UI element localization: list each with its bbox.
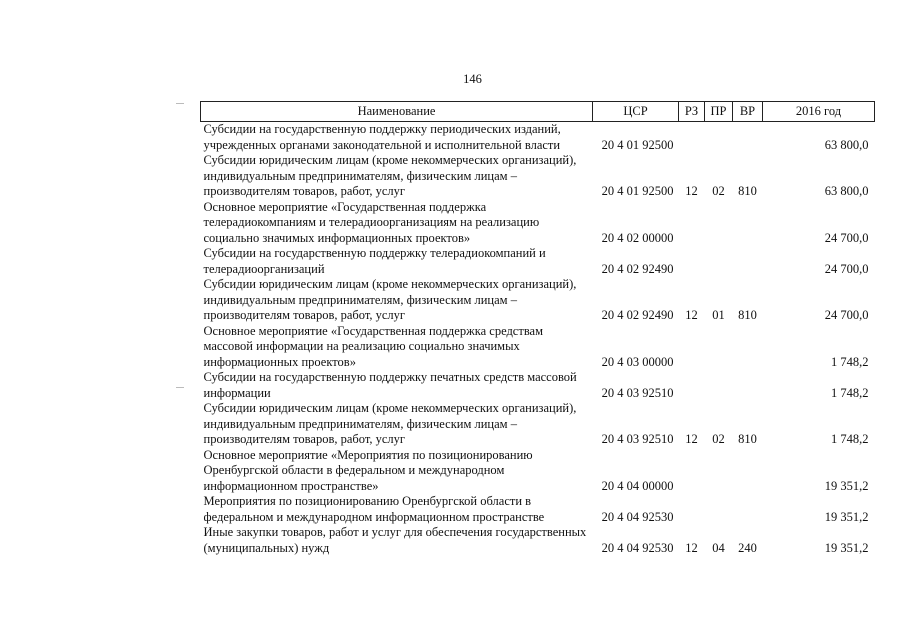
row-vr: 810 bbox=[738, 184, 757, 198]
row-name: Субсидии на государственную поддержку печатных средств массовой информации bbox=[203, 370, 577, 400]
row-amount: 19 351,2 bbox=[824, 509, 869, 524]
row-rz bbox=[679, 448, 705, 495]
row-pr bbox=[705, 122, 733, 154]
row-csr: 20 4 03 00000 bbox=[601, 354, 674, 369]
table-row bbox=[201, 494, 875, 525]
row-pr bbox=[705, 448, 733, 495]
row-pr: 02 bbox=[712, 184, 725, 198]
row-vr bbox=[733, 200, 763, 247]
row-name: Основное мероприятие «Государственная поддержка телерадиокомпаниям и телерадиоорганизациям на реализацию социально значимых информационных проектов» bbox=[203, 199, 540, 245]
row-rz: 12 bbox=[685, 540, 698, 555]
row-amount: 63 800,0 bbox=[824, 137, 869, 152]
row-amount: 24 700,0 bbox=[824, 308, 869, 322]
table-header-row bbox=[201, 102, 875, 122]
row-amount: 1 748,2 bbox=[831, 385, 869, 400]
row-amount: 24 700,0 bbox=[824, 230, 869, 245]
row-name: Субсидии юридическим лицам (кроме некоммерческих организаций), индивидуальным предпринимателям, физическим лицам – производителям товаров, работ, услуг bbox=[203, 153, 577, 198]
row-vr: 810 bbox=[738, 308, 757, 322]
table-row bbox=[201, 246, 875, 277]
row-rz bbox=[679, 122, 705, 154]
row-amount: 19 351,2 bbox=[824, 478, 869, 493]
row-name: Субсидии юридическим лицам (кроме некоммерческих организаций), индивидуальным предпринимателям, физическим лицам – производителям товаров, работ, услуг bbox=[203, 277, 577, 322]
margin-mark bbox=[176, 387, 184, 388]
row-csr: 20 4 01 92500 bbox=[601, 184, 674, 198]
row-rz bbox=[679, 370, 705, 401]
row-vr bbox=[733, 494, 763, 525]
row-rz bbox=[679, 324, 705, 371]
row-rz bbox=[679, 494, 705, 525]
row-pr bbox=[705, 370, 733, 401]
row-pr bbox=[705, 200, 733, 247]
row-vr bbox=[733, 370, 763, 401]
row-rz bbox=[679, 200, 705, 247]
table-row bbox=[201, 277, 875, 324]
row-csr: 20 4 01 92500 bbox=[601, 137, 674, 152]
table-row bbox=[201, 401, 875, 448]
row-amount: 24 700,0 bbox=[824, 261, 869, 276]
page-number: 146 bbox=[463, 72, 482, 86]
row-csr: 20 4 04 00000 bbox=[601, 478, 674, 493]
row-amount: 63 800,0 bbox=[824, 184, 869, 198]
row-csr: 20 4 02 00000 bbox=[601, 230, 674, 245]
row-vr: 810 bbox=[738, 432, 757, 446]
table-row bbox=[201, 525, 875, 556]
row-name: Основное мероприятие «Государственная поддержка средствам массовой информации на реализацию социально значимых информационных проектов» bbox=[203, 323, 544, 369]
header-rz: РЗ bbox=[679, 102, 705, 122]
header-csr: ЦСР bbox=[593, 102, 679, 122]
row-name: Субсидии юридическим лицам (кроме некоммерческих организаций), индивидуальным предпринимателям, физическим лицам – производителям товаров, работ, услуг bbox=[203, 401, 577, 446]
row-amount: 19 351,2 bbox=[824, 540, 869, 555]
header-year: 2016 год bbox=[763, 102, 875, 122]
row-vr bbox=[733, 122, 763, 154]
row-rz bbox=[679, 246, 705, 277]
row-vr bbox=[733, 448, 763, 495]
row-rz: 12 bbox=[685, 432, 698, 446]
row-rz: 12 bbox=[685, 308, 698, 322]
budget-table bbox=[200, 101, 875, 556]
table-row bbox=[201, 200, 875, 247]
row-vr bbox=[733, 246, 763, 277]
row-pr: 04 bbox=[712, 540, 725, 555]
row-csr: 20 4 02 92490 bbox=[601, 308, 674, 322]
row-csr: 20 4 02 92490 bbox=[601, 261, 674, 276]
row-name: Иные закупки товаров, работ и услуг для обеспечения государственных (муниципальных) нужд bbox=[203, 525, 587, 555]
row-vr bbox=[733, 324, 763, 371]
row-csr: 20 4 04 92530 bbox=[601, 540, 674, 555]
row-amount: 1 748,2 bbox=[831, 354, 869, 369]
header-pr: ПР bbox=[705, 102, 733, 122]
table-row bbox=[201, 153, 875, 200]
row-amount: 1 748,2 bbox=[831, 432, 869, 446]
header-name: Наименование bbox=[201, 102, 593, 122]
row-name: Субсидии на государственную поддержку телерадиокомпаний и телерадиоорганизаций bbox=[203, 246, 546, 276]
margin-mark bbox=[176, 103, 184, 104]
row-pr: 01 bbox=[712, 308, 725, 322]
row-name: Основное мероприятие «Мероприятия по позиционированию Оренбургской области в федеральном и международном информационном пространстве» bbox=[203, 447, 533, 493]
row-pr bbox=[705, 246, 733, 277]
table-row bbox=[201, 370, 875, 401]
row-rz: 12 bbox=[685, 184, 698, 198]
row-name: Субсидии на государственную поддержку периодических изданий, учрежденных органами законодательной и исполнительной власти bbox=[203, 122, 561, 152]
table-row bbox=[201, 448, 875, 495]
row-vr: 240 bbox=[738, 540, 757, 555]
header-vr: ВР bbox=[733, 102, 763, 122]
row-csr: 20 4 03 92510 bbox=[601, 385, 674, 400]
row-name: Мероприятия по позиционированию Оренбургской области в федеральном и международном информационном пространстве bbox=[203, 494, 545, 524]
table-row bbox=[201, 324, 875, 371]
row-csr: 20 4 04 92530 bbox=[601, 509, 674, 524]
row-pr bbox=[705, 494, 733, 525]
row-csr: 20 4 03 92510 bbox=[601, 432, 674, 446]
row-pr: 02 bbox=[712, 432, 725, 446]
table-row bbox=[201, 122, 875, 154]
row-pr bbox=[705, 324, 733, 371]
